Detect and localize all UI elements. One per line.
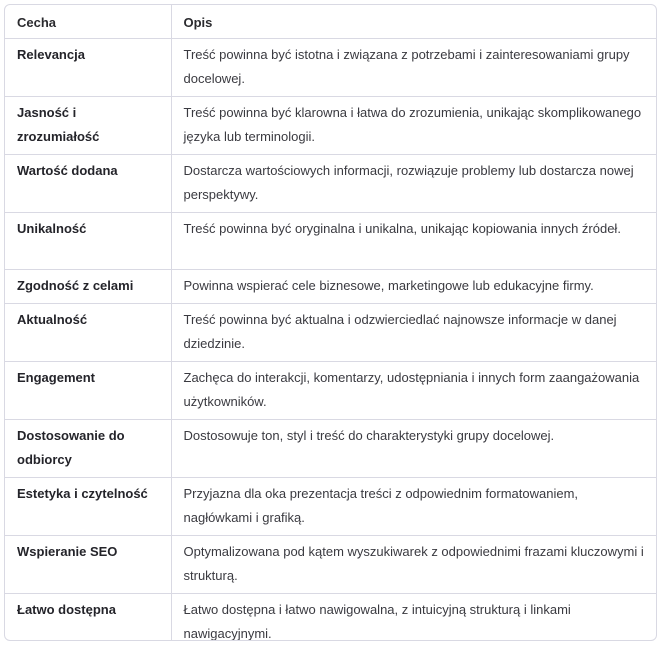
table-row: [5, 38, 656, 96]
description-cell: Dostosowuje ton, styl i treść do charakterystyki grupy docelowej.: [171, 419, 656, 477]
table-row: [5, 477, 656, 535]
feature-cell: Aktualność: [5, 303, 171, 361]
feature-cell: Engagement: [5, 361, 171, 419]
feature-cell: Wartość dodana: [5, 154, 171, 212]
header-feature: Cecha: [5, 5, 171, 38]
description-cell: Treść powinna być oryginalna i unikalna, unikając kopiowania innych źródeł.: [171, 212, 656, 269]
description-cell: Treść powinna być aktualna i odzwierciedlać najnowsze informacje w danej dziedzinie.: [171, 303, 656, 361]
table-row: [5, 535, 656, 593]
table-row: [5, 269, 656, 303]
table-header-row: [5, 5, 656, 38]
feature-cell: Jasność i zrozumiałość: [5, 96, 171, 154]
feature-cell: Dostosowanie do odbiorcy: [5, 419, 171, 477]
description-cell: Treść powinna być istotna i związana z potrzebami i zainteresowaniami grupy docelowej.: [171, 38, 656, 96]
table-row: [5, 154, 656, 212]
feature-cell: Unikalność: [5, 212, 171, 269]
table-row: [5, 361, 656, 419]
feature-table: [5, 5, 656, 641]
feature-cell: Łatwo dostępna: [5, 593, 171, 641]
table-row: [5, 96, 656, 154]
table-row: [5, 303, 656, 361]
description-cell: Łatwo dostępna i łatwo nawigowalna, z intuicyjną strukturą i linkami nawigacyjnymi.: [183, 601, 571, 641]
description-cell: Treść powinna być klarowna i łatwa do zrozumienia, unikając skomplikowanego języka lub terminologii.: [171, 96, 656, 154]
feature-cell: Relevancja: [5, 38, 171, 96]
description-cell: Przyjazna dla oka prezentacja treści z odpowiednim formatowaniem, nagłówkami i grafiką.: [171, 477, 656, 535]
table-row: [5, 419, 656, 477]
description-cell: Zachęca do interakcji, komentarzy, udostępniania i innych form zaangażowania użytkowników.: [171, 361, 656, 419]
description-cell: Dostarcza wartościowych informacji, rozwiązuje problemy lub dostarcza nowej perspektywy.: [171, 154, 656, 212]
table-row: [5, 593, 656, 641]
description-cell: Optymalizowana pod kątem wyszukiwarek z odpowiednimi frazami kluczowymi i strukturą.: [171, 535, 656, 593]
description-cell: Powinna wspierać cele biznesowe, marketingowe lub edukacyjne firmy.: [171, 269, 656, 303]
feature-cell: Zgodność z celami: [5, 269, 171, 303]
feature-cell: Wspieranie SEO: [5, 535, 171, 593]
feature-table-container: [4, 4, 657, 641]
table-row: [5, 212, 656, 269]
feature-cell: Estetyka i czytelność: [5, 477, 171, 535]
header-description: Opis: [171, 5, 656, 38]
